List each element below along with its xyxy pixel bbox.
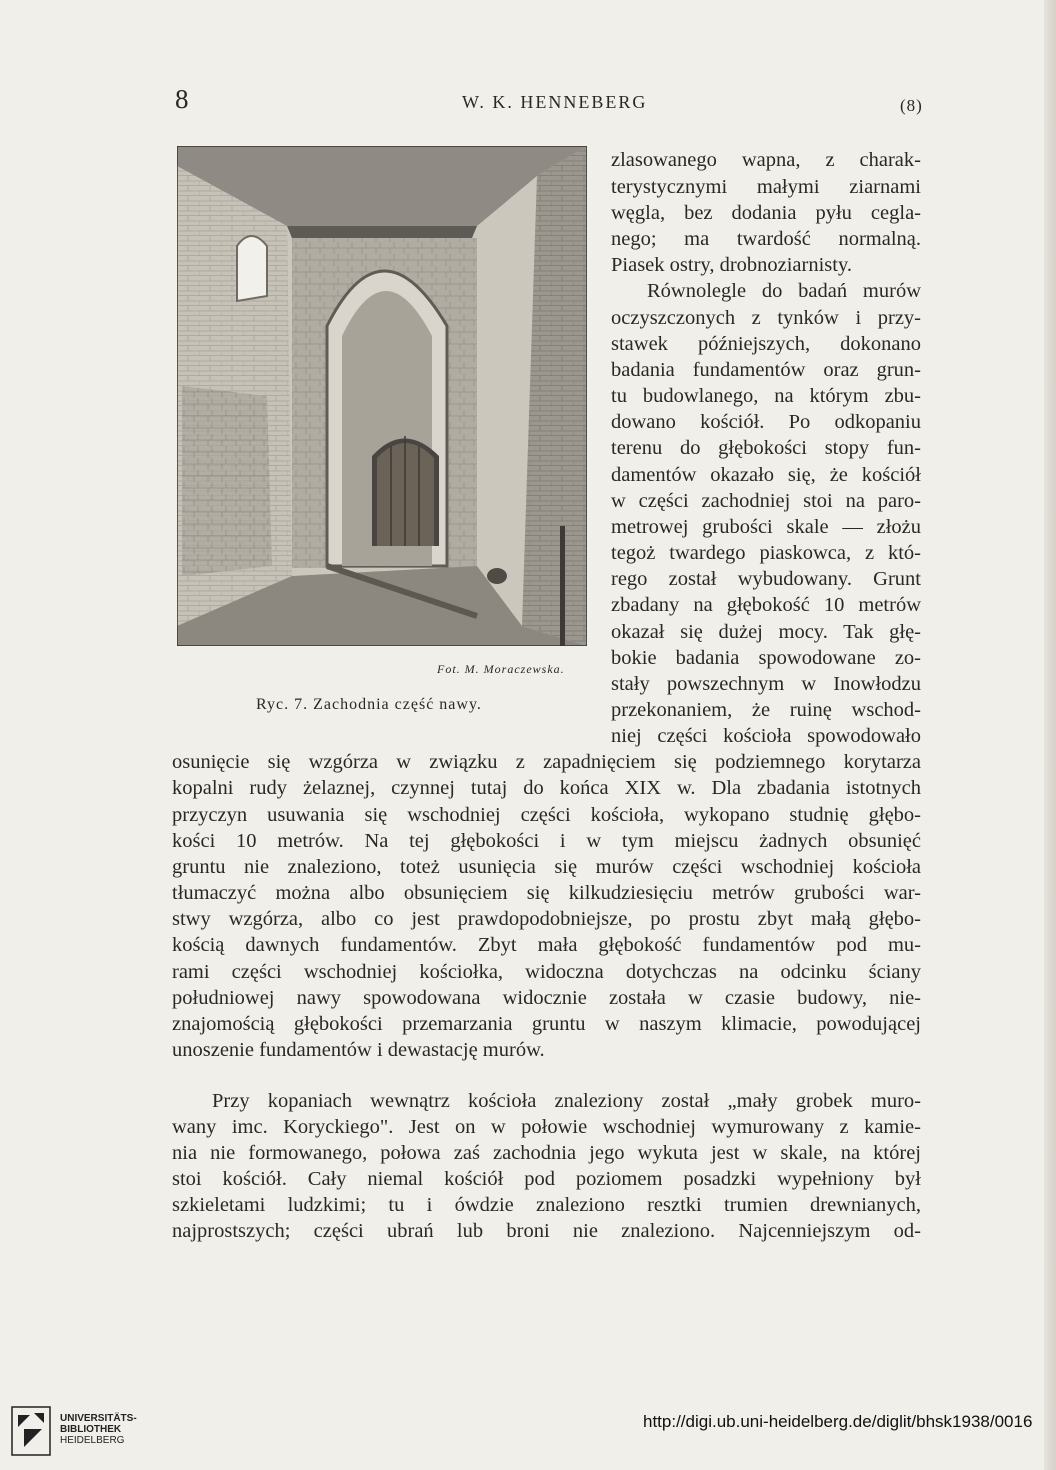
page-number: 8	[175, 84, 189, 114]
side-text-line: stały powszechnym w Inowłodzu	[611, 673, 921, 695]
running-head: W. K. HENNEBERG	[462, 92, 648, 112]
side-text-line: damentów okazało się, że kościół	[611, 464, 921, 486]
body-text-line: rami części wschodniej kościołka, widoczna dotychczas na odcinku ściany	[172, 961, 921, 983]
side-text-line: Równolegle do badań murów	[647, 280, 921, 302]
side-text-line: niej części kościoła spowodowało	[611, 725, 921, 747]
side-text-line: dowano kościół. Po odkopaniu	[611, 411, 921, 433]
side-text-line: nego; ma twardość normalną.	[611, 228, 921, 250]
body-text-line: Przy kopaniach wewnątrz kościoła znaleziony został „mały grobek muro-	[212, 1090, 921, 1112]
side-text-line: bokie badania spowodowane zo-	[611, 647, 921, 669]
side-text-line: terenu do głębokości stopy fun-	[611, 437, 921, 459]
side-text-line: węgla, bez dodania pyłu cegla-	[611, 202, 921, 224]
side-text-line: w części zachodniej stoi na paro-	[611, 490, 921, 512]
body-text-line: szkieletami ludzkimi; tu i ówdzie znaleziono resztki trumien drewnianych,	[172, 1194, 921, 1216]
side-text-line: stawek późniejszych, dokonano	[611, 333, 921, 355]
body-text-line: kością dawnych fundamentów. Zbyt mała głębokość fundamentów pod mu-	[172, 934, 921, 956]
body-text-line: kości 10 metrów. Na tej głębokości i w tym miejscu żadnych obsunięć	[172, 830, 921, 852]
body-text-line: gruntu nie znaleziono, toteż usunięcia się murów części wschodniej kościoła	[172, 856, 921, 878]
side-text-line: przekonaniem, że ruinę wschod-	[611, 699, 921, 721]
side-text-line: metrowej grubości skale — złożu	[611, 516, 921, 538]
page-reference: (8)	[900, 96, 923, 115]
side-text-line: Piasek ostry, drobnoziarnisty.	[611, 254, 853, 276]
library-logo-icon	[10, 1405, 52, 1457]
body-text-line: kopalni rudy żelaznej, czynnej tutaj do końca XIX w. Dla zbadania istotnych	[172, 777, 921, 799]
side-text-line: rego został wybudowany. Grunt	[611, 568, 921, 590]
body-text-line: stwy wzgórza, albo co jest prawdopodobniejsze, po prostu zbyt małą głębo-	[172, 908, 921, 930]
side-text-line: badania fundamentów oraz grun-	[611, 359, 921, 381]
body-text-line: przyczyn usuwania się wschodniej części kościoła, wykopano studnię głębo-	[172, 804, 921, 826]
side-text-line: oczyszczonych z tynków i przy-	[611, 307, 921, 329]
body-text-line: znajomością głębokości przemarzania gruntu w naszym klimacie, powodującej	[172, 1013, 921, 1035]
church-interior-photo	[177, 146, 587, 646]
body-text-line: wany imc. Koryckiego". Jest on w połowie wschodniej wymurowany z kamie-	[172, 1116, 921, 1138]
body-text-line: osunięcie się wzgórza w związku z zapadnięciem się podziemnego korytarza	[172, 751, 921, 773]
side-text-line: terystycznymi małymi ziarnami	[611, 176, 921, 198]
side-text-line: okazał się dużej mocy. Tak głę-	[611, 621, 921, 643]
library-name-line: UNIVERSITÄTS-	[60, 1413, 137, 1424]
body-text-line: południowej nawy spowodowana widocznie została w czasie budowy, nie-	[172, 987, 921, 1009]
body-text-line: stoi kościół. Cały niemal kościół pod poziomem posadzki wypełniony był	[172, 1168, 921, 1190]
side-text-line: tegoż twardego piaskowca, z któ-	[611, 542, 921, 564]
photo-credit: Fot. M. Moraczewska.	[437, 662, 565, 676]
side-text-line: tu budowlanego, na którym zbu-	[611, 385, 921, 407]
side-text-line: zbadany na głębokość 10 metrów	[611, 594, 921, 616]
body-text-line: unoszenie fundamentów i dewastację murów.	[172, 1039, 545, 1061]
page-edge	[1044, 0, 1056, 1470]
body-text-line: nia nie formowanego, połowa zaś zachodnia jego wykuta jest w skale, na której	[172, 1142, 921, 1164]
body-text-line: tłumaczyć można albo obsunięciem się kilkudziesięciu metrów grubości war-	[172, 882, 921, 904]
body-text-line: najprostszych; części ubrań lub broni nie znaleziono. Najcenniejszym od-	[172, 1220, 921, 1242]
photo-illustration	[177, 146, 587, 646]
figure-caption: Ryc. 7. Zachodnia część nawy.	[256, 696, 482, 713]
library-name	[60, 1413, 137, 1446]
library-name-line: BIBLIOTHEK	[60, 1424, 122, 1435]
library-name-line: HEIDELBERG	[60, 1435, 125, 1446]
side-text-line: zlasowanego wapna, z charak-	[611, 149, 921, 171]
source-url-link[interactable]: http://digi.ub.uni-heidelberg.de/diglit/bhsk1938/0016	[643, 1412, 1033, 1431]
